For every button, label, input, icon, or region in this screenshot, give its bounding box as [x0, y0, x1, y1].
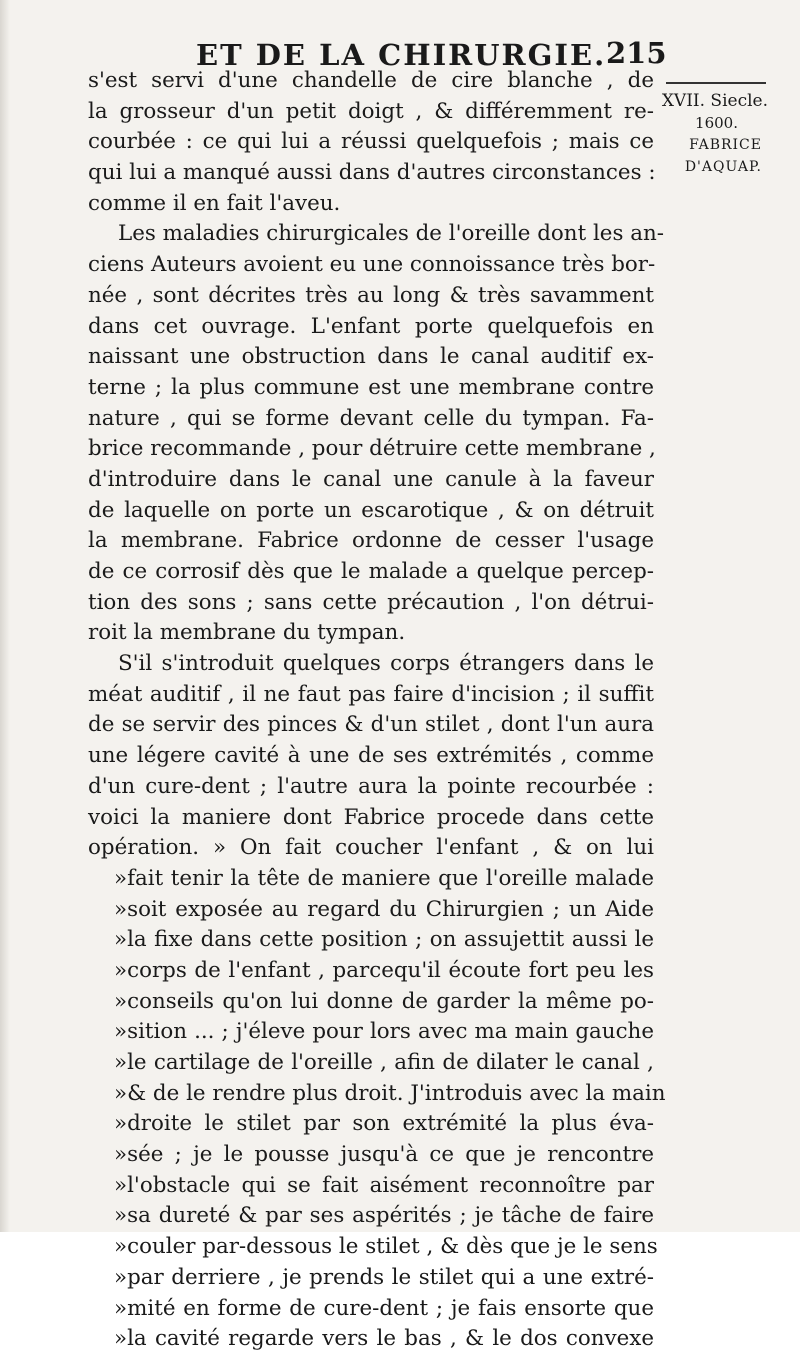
running-head: ET DE LA CHIRURGIE. — [196, 38, 607, 72]
text-line: comme il en fait l'aveu. — [88, 190, 341, 216]
quoted-line — [88, 1263, 654, 1294]
margin-rule — [666, 82, 766, 84]
text-line: roit la membrane du tympan. — [88, 620, 406, 646]
text-line: la grosseur d'un petit doigt , & différemment re- — [88, 98, 654, 124]
text-line: droite le stilet par son extrémité la plus éva- — [127, 1111, 654, 1137]
quoted-line — [88, 1048, 654, 1079]
text-line: mité en forme de cure-dent ; je fais ensorte que — [127, 1295, 654, 1321]
quote-mark: » — [114, 1172, 128, 1198]
text-line: le cartilage de l'oreille , afin de dilater le canal , — [127, 1050, 654, 1075]
quoted-line — [88, 925, 654, 956]
quote-mark: » — [114, 1295, 128, 1321]
text-line: la membrane. Fabrice ordonne de cesser l'usage — [88, 528, 654, 554]
quote-mark: » — [114, 896, 128, 922]
quote-mark: » — [114, 927, 128, 953]
text-line: par derriere , je prends le stilet qui a une extré- — [127, 1264, 654, 1290]
text-line: de se servir des pinces & d'un stilet , dont l'un aura — [88, 712, 654, 738]
text-line: opération. » On fait coucher l'enfant , & on lui — [88, 835, 654, 861]
page-number: 215 — [606, 36, 667, 70]
quote-mark: » — [114, 1111, 128, 1137]
quoted-line — [88, 1109, 654, 1140]
text-line: nature , qui se forme devant celle du tympan. Fa- — [88, 405, 654, 431]
quoted-line — [88, 895, 654, 926]
quote-mark: » — [114, 1142, 128, 1168]
margin-note — [650, 90, 768, 178]
text-line: soit exposée au regard du Chirurgien ; un Aide — [127, 896, 654, 922]
text-line: S'il s'introduit quelques corps étrangers dans le — [118, 651, 654, 677]
text-line: méat auditif , il ne faut pas faire d'incision ; il suffit — [88, 681, 654, 707]
text-line: née , sont décrites très au long & très savamment — [88, 282, 654, 308]
text-line: ciens Auteurs avoient eu une connoissance très bor- — [88, 252, 656, 278]
text-line: de ce corrosif dès que le malade a quelque percep- — [88, 559, 654, 584]
text-line: courbée : ce qui lui a réussi quelquefois ; mais ce — [88, 129, 654, 155]
text-line: d'introduire dans le canal une canule à la faveur — [88, 466, 654, 492]
text-line: & de le rendre plus droit. J'introduis avec la main — [127, 1080, 666, 1106]
text-line: sa dureté & par ses aspérités ; je tâche de faire — [127, 1203, 654, 1229]
text-line: sition ... ; j'éleve pour lors avec ma main gauche — [127, 1019, 654, 1045]
quoted-line — [88, 1232, 658, 1263]
margin-year: 1600. — [695, 114, 738, 132]
quote-mark: » — [114, 957, 128, 983]
text-line: qui lui a manqué aussi dans d'autres circonstances : — [88, 160, 656, 186]
text-line: naissant une obstruction dans le canal auditif ex- — [88, 344, 654, 370]
text-line: s'est servi d'une chandelle de cire blanche , de — [88, 68, 654, 93]
quoted-line — [88, 956, 654, 987]
text-line: de laquelle on porte un escarotique , & on détruit — [88, 497, 654, 523]
quote-mark: » — [114, 1050, 128, 1075]
body-text — [88, 66, 666, 1355]
text-line: dans cet ouvrage. L'enfant porte quelquefois en — [88, 313, 654, 339]
text-line: l'obstacle qui se fait aisément reconnoître par — [127, 1172, 654, 1198]
quoted-line — [88, 1201, 654, 1232]
margin-name-line-1: FABRICE — [689, 137, 762, 153]
text-line: d'un cure-dent ; l'autre aura la pointe recourbée : — [88, 773, 654, 799]
text-line: voici la maniere dont Fabrice procede dans cette — [88, 804, 654, 830]
quote-mark: » — [114, 988, 128, 1014]
text-line: fait tenir la tête de maniere que l'oreille malade — [127, 865, 654, 891]
text-line: sée ; je le pousse jusqu'à ce que je rencontre — [127, 1142, 654, 1168]
quote-mark: » — [114, 1019, 128, 1045]
margin-century: XVII. Siecle. — [661, 91, 768, 111]
text-line: couler par-dessous le stilet , & dès que je le sens — [127, 1234, 658, 1260]
quoted-line — [88, 1079, 666, 1110]
text-line: Les maladies chirurgicales de l'oreille dont les an- — [118, 221, 665, 247]
text-line: brice recommande , pour détruire cette membrane , — [88, 436, 656, 462]
margin-name-line-2: D'AQUAP. — [684, 159, 762, 175]
quoted-line — [88, 1140, 654, 1171]
quoted-line — [88, 987, 654, 1018]
quote-mark: » — [114, 1264, 128, 1290]
quoted-line — [88, 1294, 654, 1325]
quoted-line — [88, 1171, 654, 1202]
text-line: corps de l'enfant , parcequ'il écoute fort peu les — [127, 957, 654, 983]
quote-mark: » — [114, 865, 128, 891]
quote-mark: » — [114, 1234, 128, 1260]
quote-mark: » — [114, 1203, 128, 1229]
text-line: conseils qu'on lui donne de garder la même po- — [127, 988, 654, 1014]
quoted-line — [88, 1324, 654, 1355]
text-line: une légere cavité à une de ses extrémités , comme — [88, 743, 654, 769]
text-line: la fixe dans cette position ; on assujettit aussi le — [127, 927, 654, 953]
text-line: tion des sons ; sans cette précaution , l'on détrui- — [88, 589, 654, 615]
quoted-line — [88, 864, 654, 895]
quote-mark: » — [114, 1326, 128, 1352]
text-line: terne ; la plus commune est une membrane contre — [88, 374, 654, 400]
quote-mark: » — [114, 1080, 128, 1106]
text-line: la cavité regarde vers le bas , & le dos convexe — [127, 1326, 654, 1352]
quoted-line — [88, 1017, 654, 1048]
